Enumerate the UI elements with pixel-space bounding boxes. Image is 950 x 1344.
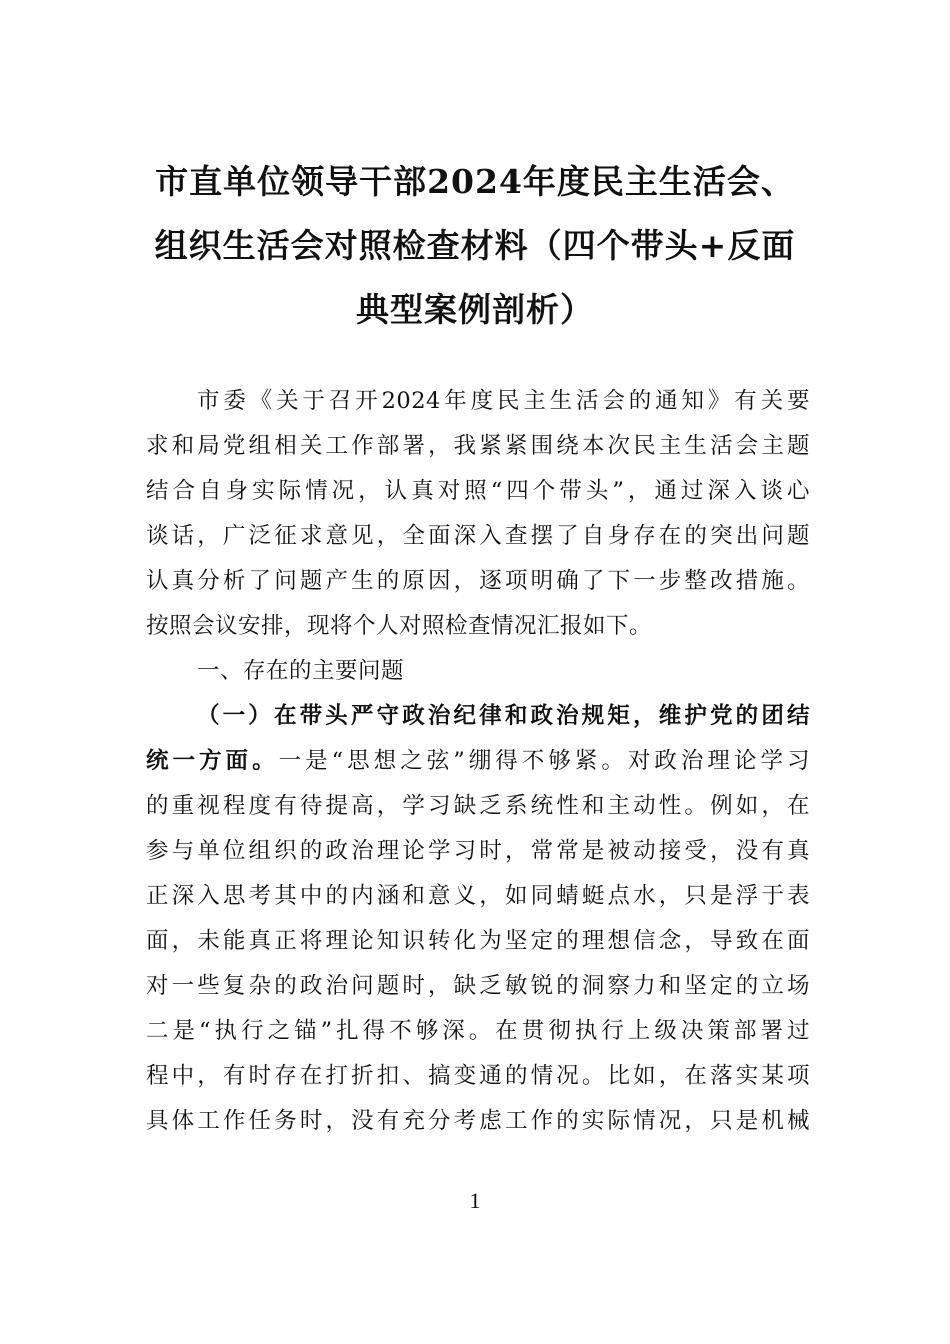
body-line-8: 程中，有时存在打折扣、搞变通的情况。比如，在落实某项: [146, 1063, 810, 1089]
body-line-9: 具体工作任务时，没有充分考虑工作的实际情况，只是机械: [146, 1108, 810, 1134]
body-line-2: 的重视程度有待提高，学习缺乏系统性和主动性。例如，在: [146, 793, 810, 819]
intro-line-6: 按照会议安排，现将个人对照检查情况汇报如下。: [146, 613, 653, 639]
section-heading: 一、存在的主要问题: [197, 658, 405, 684]
document-title-line-3: 典型案例剖析）: [356, 290, 594, 329]
document-title-line-2: 组织生活会对照检查材料（四个带头+反面: [154, 226, 796, 265]
body-line-1: [146, 745, 810, 777]
body-line-5: 面，未能真正将理论知识转化为坚定的理想信念，导致在面: [146, 928, 810, 954]
body-line-6: 对一些复杂的政治问题时，缺乏敏锐的洞察力和坚定的立场: [146, 973, 810, 999]
document-title-line-1: 市直单位领导干部2024年度民主生活会、: [155, 162, 795, 201]
intro-line-2: 求和局党组相关工作部署，我紧紧围绕本次民主生活会主题: [146, 433, 810, 459]
subsection-heading: （一）在带头严守政治纪律和政治规矩，维护党的团结: [197, 703, 810, 729]
subsection-heading-continued: 统一方面。: [146, 748, 279, 774]
body-line-7: 二是“执行之锚”扎得不够深。在贯彻执行上级决策部署过: [146, 1018, 810, 1044]
intro-line-1: 市委《关于召开2024年度民主生活会的通知》有关要: [197, 388, 810, 414]
body-line-3: 参与单位组织的政治理论学习时，常常是被动接受，没有真: [146, 838, 810, 864]
intro-line-4: 谈话，广泛征求意见，全面深入查摆了自身存在的突出问题: [146, 523, 810, 549]
intro-line-3: 结合自身实际情况，认真对照“四个带头”，通过深入谈心: [146, 478, 810, 504]
intro-line-5: 认真分析了问题产生的原因，逐项明确了下一步整改措施。: [146, 568, 810, 594]
page-number: 1: [469, 1188, 481, 1213]
body-line-1-text: 一是“思想之弦”绷得不够紧。对政治理论学习: [278, 748, 810, 774]
body-line-4: 正深入思考其中的内涵和意义，如同蜻蜓点水，只是浮于表: [146, 883, 810, 909]
